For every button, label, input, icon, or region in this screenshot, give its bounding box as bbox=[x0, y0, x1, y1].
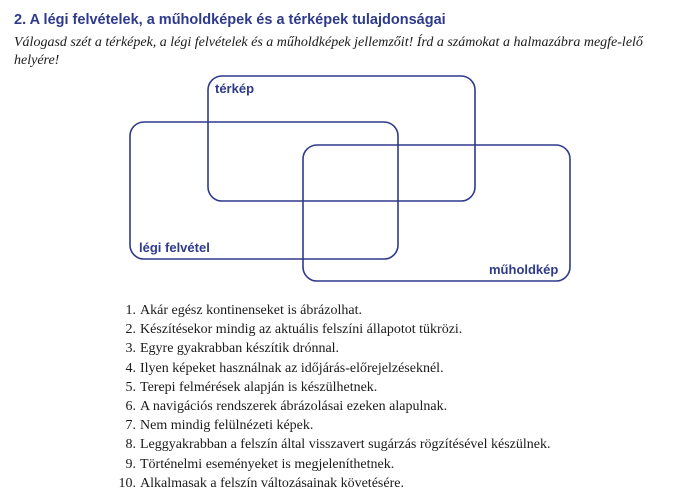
item-number: 7. bbox=[125, 418, 136, 434]
task-instruction: Válogasd szét a térképek, a légi felvételek és a műholdképek jellemzőit! Írd a számokat a halmazábra megfe-lelő helyére! bbox=[14, 35, 643, 68]
item-number: 5. bbox=[125, 379, 136, 395]
item-number: 2. bbox=[125, 322, 136, 338]
item-text: Akár egész kontinenseket is ábrázolhat. bbox=[140, 303, 362, 318]
item-number: 10. bbox=[118, 475, 136, 491]
item-number: 6. bbox=[125, 398, 136, 414]
set-legi-felvetel-box[interactable] bbox=[130, 122, 398, 259]
set-muholdkep-box[interactable] bbox=[303, 145, 570, 281]
statement-list bbox=[112, 301, 551, 493]
item-text: Leggyakrabban a felszín által visszavert sugárzás rögzítésével készülnek. bbox=[140, 437, 551, 453]
item-text: Alkalmasak a felszín változásainak követésére. bbox=[140, 475, 404, 491]
task-title: 2. A légi felvételek, a műholdképek és a térképek tulajdonságai bbox=[14, 12, 446, 28]
set-label-terkep: térkép bbox=[215, 81, 255, 96]
item-number: 8. bbox=[125, 437, 136, 453]
list-item bbox=[112, 416, 551, 435]
list-item bbox=[112, 455, 551, 474]
item-text: Nem mindig felülnézeti képek. bbox=[140, 418, 314, 434]
item-number: 9. bbox=[125, 456, 136, 472]
item-text: Terepi felmérések alapján is készülhetnek. bbox=[140, 379, 378, 395]
item-number: 4. bbox=[125, 360, 136, 376]
item-number: 3. bbox=[125, 341, 136, 357]
list-item bbox=[112, 378, 551, 397]
item-number: 1. bbox=[125, 303, 136, 318]
set-label-legi-felvetel: légi felvétel bbox=[139, 240, 210, 255]
list-item bbox=[112, 435, 551, 454]
set-label-muholdkep: műholdkép bbox=[489, 262, 559, 277]
list-item bbox=[112, 320, 551, 339]
item-text: Készítésekor mindig az aktuális felszíni állapotot tükrözi. bbox=[140, 322, 463, 338]
list-item bbox=[112, 301, 551, 320]
item-text: Történelmi eseményeket is megjeleníthetnek. bbox=[140, 456, 395, 472]
item-text: A navigációs rendszerek ábrázolásai ezeken alapulnak. bbox=[140, 398, 448, 414]
list-item bbox=[112, 474, 551, 493]
list-item bbox=[112, 359, 551, 378]
list-item bbox=[112, 339, 551, 358]
item-text: Egyre gyakrabban készítik drónnal. bbox=[140, 341, 340, 357]
list-item bbox=[112, 397, 551, 416]
item-text: Ilyen képeket használnak az időjárás-előrejelzéseknél. bbox=[140, 360, 444, 376]
